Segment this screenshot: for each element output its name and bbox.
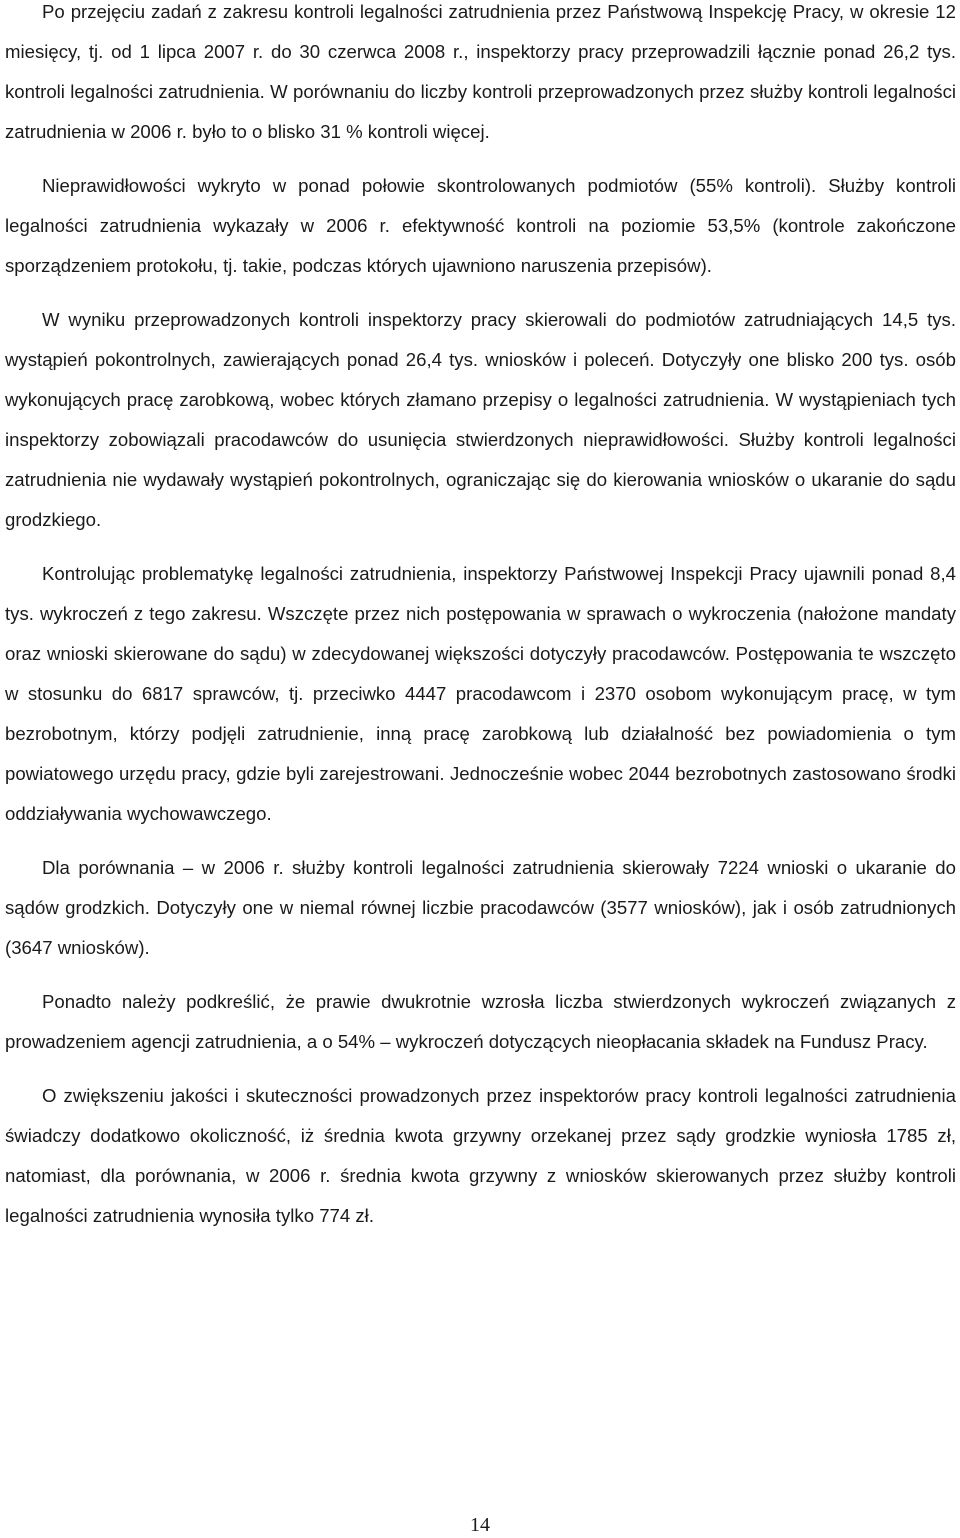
- paragraph-gap: [5, 834, 956, 848]
- paragraph-5: Dla porównania – w 2006 r. służby kontroli legalności zatrudnienia skierowały 7224 wnioski o ukaranie do sądów grodzkich. Dotyczyły one w niemal równej liczbie pracodawców (3577 wniosków), jak i osób zatrudnionych (3647 wniosków).: [5, 857, 956, 958]
- paragraph-gap: [5, 968, 956, 982]
- paragraph-3: W wyniku przeprowadzonych kontroli inspektorzy pracy skierowali do podmiotów zatrudniających 14,5 tys. wystąpień pokontrolnych, zawierających ponad 26,4 tys. wniosków i poleceń. Dotyczyły one blisko 200 tys. osób wykonujących pracę zarobkową, wobec których złamano przepisy o legalności zatrudnienia. W wystąpieniach tych inspektorzy zobowiązali pracodawców do usunięcia stwierdzonych nieprawidłowości. Służby kontroli legalności zatrudnienia nie wydawały wystąpień pokontrolnych, ograniczając się do kierowania wniosków o ukaranie do sądu grodzkiego.: [5, 309, 956, 530]
- paragraph-7: O zwiększeniu jakości i skuteczności prowadzonych przez inspektorów pracy kontroli legalności zatrudnienia świadczy dodatkowo okoliczność, iż średnia kwota grzywny orzekanej przez sądy grodzkie wyniosła 1785 zł, natomiast, dla porównania, w 2006 r. średnia kwota grzywny z wniosków skierowanych przez służby kontroli legalności zatrudnienia wynosiła tylko 774 zł.: [5, 1085, 956, 1226]
- paragraph-2: Nieprawidłowości wykryto w ponad połowie skontrolowanych podmiotów (55% kontroli). Służby kontroli legalności zatrudnienia wykazały w 2006 r. efektywność kontroli na poziomie 53,5% (kontrole zakończone sporządzeniem protokołu, tj. takie, podczas których ujawniono naruszenia przepisów).: [5, 175, 956, 276]
- paragraph-gap: [5, 152, 956, 166]
- paragraph-6: Ponadto należy podkreślić, że prawie dwukrotnie wzrosła liczba stwierdzonych wykroczeń związanych z prowadzeniem agencji zatrudnienia, a o 54% – wykroczeń dotyczących nieopłacania składek na Fundusz Pracy.: [5, 991, 956, 1052]
- paragraph-gap: [5, 1062, 956, 1076]
- paragraph-gap: [5, 286, 956, 300]
- page-number: 14: [470, 1514, 490, 1536]
- paragraph-4: Kontrolując problematykę legalności zatrudnienia, inspektorzy Państwowej Inspekcji Pracy ujawnili ponad 8,4 tys. wykroczeń z tego zakresu. Wszczęte przez nich postępowania w sprawach o wykroczenia (nałożone mandaty oraz wnioski skierowane do sądu) w zdecydowanej większości dotyczyły pracodawców. Postępowania te wszczęto w stosunku do 6817 sprawców, tj. przeciwko 4447 pracodawcom i 2370 osobom wykonującym pracę, w tym bezrobotnym, którzy podjęli zatrudnienie, inną pracę zarobkową lub działalność bez powiadomienia o tym powiatowego urzędu pracy, gdzie byli zarejestrowani. Jednocześnie wobec 2044 bezrobotnych zastosowano środki oddziaływania wychowawczego.: [5, 563, 956, 824]
- paragraph-gap: [5, 540, 956, 554]
- paragraph-1: Po przejęciu zadań z zakresu kontroli legalności zatrudnienia przez Państwową Inspekcję Pracy, w okresie 12 miesięcy, tj. od 1 lipca 2007 r. do 30 czerwca 2008 r., inspektorzy pracy przeprowadzili łącznie ponad 26,2 tys. kontroli legalności zatrudnienia. W porównaniu do liczby kontroli przeprowadzonych przez służby kontroli legalności zatrudnienia w 2006 r. było to o blisko 31 % kontroli więcej.: [5, 1, 956, 142]
